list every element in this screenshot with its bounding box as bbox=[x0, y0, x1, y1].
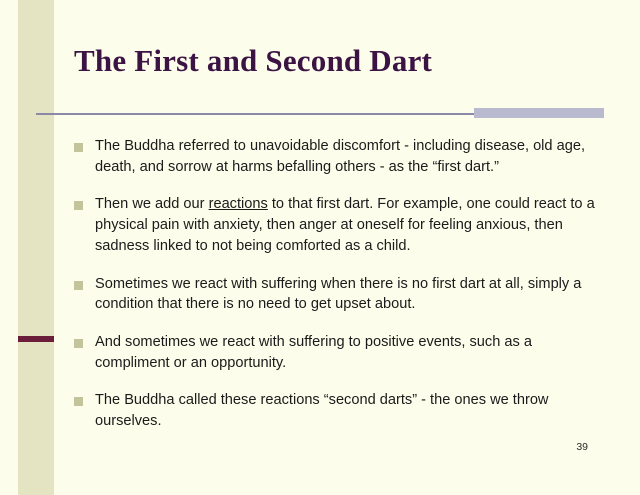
bullet-text bbox=[95, 332, 606, 373]
square-bullet-icon bbox=[74, 339, 83, 348]
square-bullet-icon bbox=[74, 281, 83, 290]
left-margin-band bbox=[0, 0, 18, 495]
left-decorative-band bbox=[18, 0, 54, 495]
list-item bbox=[74, 136, 606, 177]
bullet-text-pre: The Buddha called these reactions “second darts” - the ones we throw ourselves. bbox=[95, 392, 549, 430]
left-accent-marker bbox=[18, 336, 54, 342]
bullet-text-pre: Sometimes we react with suffering when there is no first dart at all, simply a condition that there is no need to get upset about. bbox=[95, 275, 582, 313]
bullet-text bbox=[95, 194, 606, 256]
bullet-text bbox=[95, 390, 606, 431]
slide-page-number: 39 bbox=[576, 441, 588, 453]
bullet-text-pre: The Buddha referred to unavoidable discomfort - including disease, old age, death, and sorrow at harms befalling others - as the “first dart.” bbox=[95, 138, 586, 175]
bullet-text bbox=[95, 274, 606, 315]
square-bullet-icon bbox=[74, 143, 83, 152]
title-divider-accent-block bbox=[474, 108, 604, 118]
bullet-text-pre: And sometimes we react with suffering to positive events, such as a compliment or an opportunity. bbox=[95, 334, 532, 371]
list-item bbox=[74, 194, 606, 256]
bullet-text-post: to that first dart. For example, one could react to a physical pain with anxiety, then anger at oneself for feeling anxious, then sadness linked to not being comforted as a child. bbox=[95, 196, 595, 254]
bullet-text-underline: reactions bbox=[208, 196, 268, 213]
list-item bbox=[74, 390, 606, 431]
list-item bbox=[74, 332, 606, 373]
bullet-text bbox=[95, 136, 606, 177]
list-item bbox=[74, 274, 606, 315]
bullet-list bbox=[74, 136, 606, 449]
square-bullet-icon bbox=[74, 397, 83, 406]
bullet-text-pre: Then we add our bbox=[95, 196, 209, 213]
slide-title: The First and Second Dart bbox=[74, 43, 433, 78]
square-bullet-icon bbox=[74, 201, 83, 210]
